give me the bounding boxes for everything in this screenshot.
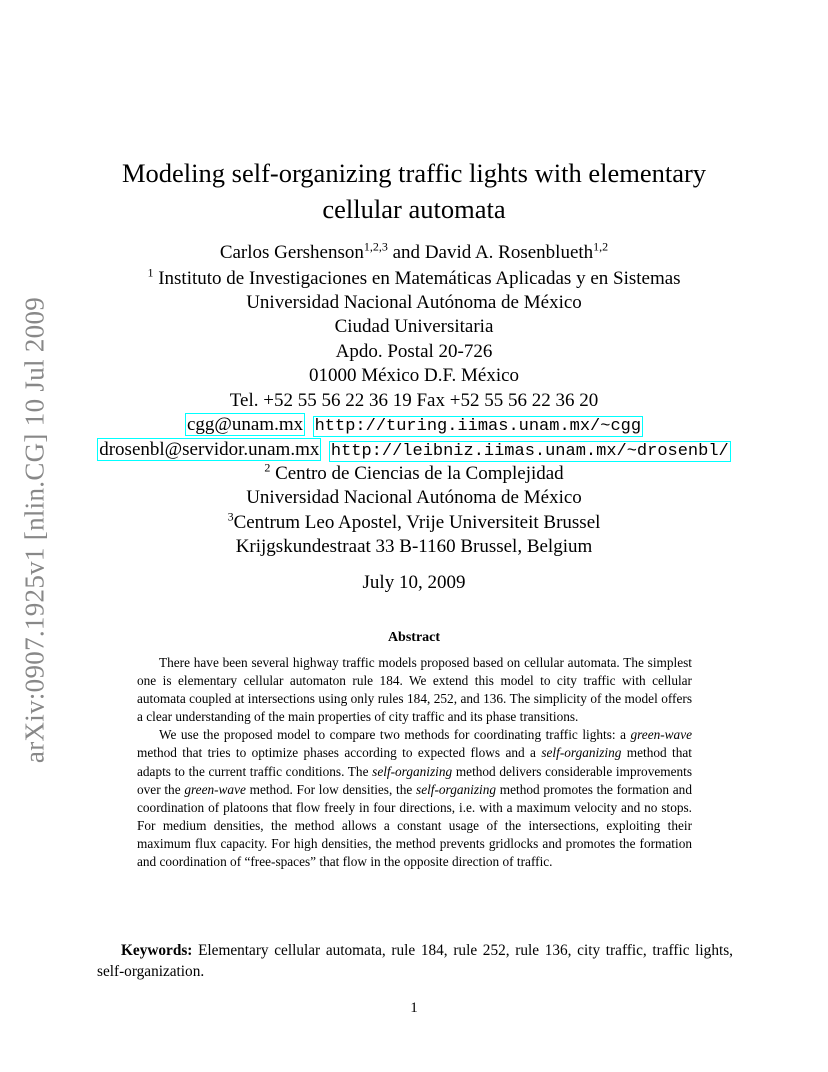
- abstract-paragraph-1: There have been several highway traffic models proposed based on cellular automata. The simplest one is elementary cellular automaton rule 184. We extend this model to city traffic with cellular automata coupled at intersections using only rules 184, 252, and 136. The simplicity of the model offers a clear understanding of the main properties of city traffic and its phase transitions.: [137, 655, 692, 725]
- homepage-link-rosenblueth[interactable]: http://leibniz.iimas.unam.mx/~drosenbl/: [330, 442, 729, 461]
- author1-affiliation-marks: 1,2,3: [363, 239, 388, 254]
- contact-line-gershenson: [0, 413, 828, 439]
- author-line: [0, 241, 828, 265]
- keywords: [97, 940, 733, 982]
- paper-date: July 10, 2009: [362, 572, 466, 593]
- abstract-text: method that adapts to the current traffic conditions. The: [137, 745, 692, 779]
- author-rosenblueth: David A. Rosenblueth: [424, 242, 594, 263]
- abstract-emphasis: self-organizing: [416, 781, 497, 797]
- affiliation-3-address: Krijgskundestraat 33 B-1160 Brussel, Belgium: [235, 536, 593, 557]
- affiliation-1-institute: Instituto de Investigaciones en Matemáticas Aplicadas y en Sistemas: [153, 268, 681, 289]
- author-gershenson: Carlos Gershenson: [219, 242, 364, 263]
- arxiv-identifier: arXiv:0907.1925v1 [nlin.CG] 10 Jul 2009: [19, 296, 50, 764]
- affiliation-1-postal-box: Apdo. Postal 20-726: [335, 341, 493, 362]
- abstract-emphasis: self-organizing: [541, 745, 622, 761]
- affiliation-2-line-1: [0, 462, 828, 486]
- abstract-text: method that tries to optimize phases according to expected flows and a: [137, 745, 542, 761]
- abstract-text: method promotes the formation and coordination of platoons that flow freely in four directions, i.e. with a maximum velocity and no stops. For medium densities, the method allows a constant usage of the intersections, exploiting their maximum flux capacity. For high densities, the method prevents gridlocks and promotes the formation and coordination of “free-spaces” that flow in the opposite direction of traffic.: [137, 781, 692, 870]
- email-link-gershenson[interactable]: cgg@unam.mx: [186, 414, 304, 435]
- abstract-heading: Abstract: [387, 630, 441, 645]
- author2-affiliation-marks: 1,2: [593, 239, 609, 254]
- contact-line-rosenblueth: [0, 438, 828, 464]
- author-connector: and: [387, 242, 425, 263]
- page-number: 1: [410, 1000, 418, 1016]
- affiliation-1-university: Universidad Nacional Autónoma de México: [246, 292, 582, 313]
- affiliation-2-center: Centro de Ciencias de la Complejidad: [270, 463, 564, 484]
- affiliation-1-mark: 1: [147, 265, 154, 280]
- abstract-paragraph-2: [137, 726, 692, 871]
- abstract-emphasis: green-wave: [630, 727, 692, 743]
- abstract-text: We use the proposed model to compare two methods for coordinating traffic lights: a: [159, 727, 631, 743]
- affiliation-3-institute: Centrum Leo Apostel, Vrije Universiteit Brussel: [233, 512, 601, 533]
- affiliation-2-university: Universidad Nacional Autónoma de México: [246, 487, 582, 508]
- keywords-list: Elementary cellular automata, rule 184, rule 252, rule 136, city traffic, traffic lights, self-organization.: [97, 942, 733, 980]
- affiliation-1-line-1: [0, 267, 828, 291]
- homepage-link-gershenson[interactable]: http://turing.iimas.unam.mx/~cgg: [314, 417, 642, 436]
- abstract-body: [137, 654, 692, 871]
- abstract-emphasis: self-organizing: [372, 763, 453, 779]
- abstract-text: method. For low densities, the: [245, 781, 417, 797]
- paper-title: Modeling self-organizing traffic lights with elementary cellular automata: [121, 158, 707, 224]
- affiliation-3-mark: 3: [227, 509, 234, 524]
- affiliation-3-line-1: [0, 511, 828, 535]
- affiliation-1-city: 01000 México D.F. México: [308, 365, 520, 386]
- email-link-rosenblueth[interactable]: drosenbl@servidor.unam.mx: [99, 439, 320, 460]
- keywords-label: Keywords:: [121, 942, 193, 959]
- affiliation-2-mark: 2: [264, 460, 271, 475]
- abstract-text: method delivers considerable improvements over the: [137, 763, 693, 797]
- abstract-emphasis: green-wave: [184, 781, 246, 797]
- affiliation-1-campus: Ciudad Universitaria: [334, 316, 494, 337]
- contact-phone-fax: Tel. +52 55 56 22 36 19 Fax +52 55 56 22 36 20: [229, 390, 599, 411]
